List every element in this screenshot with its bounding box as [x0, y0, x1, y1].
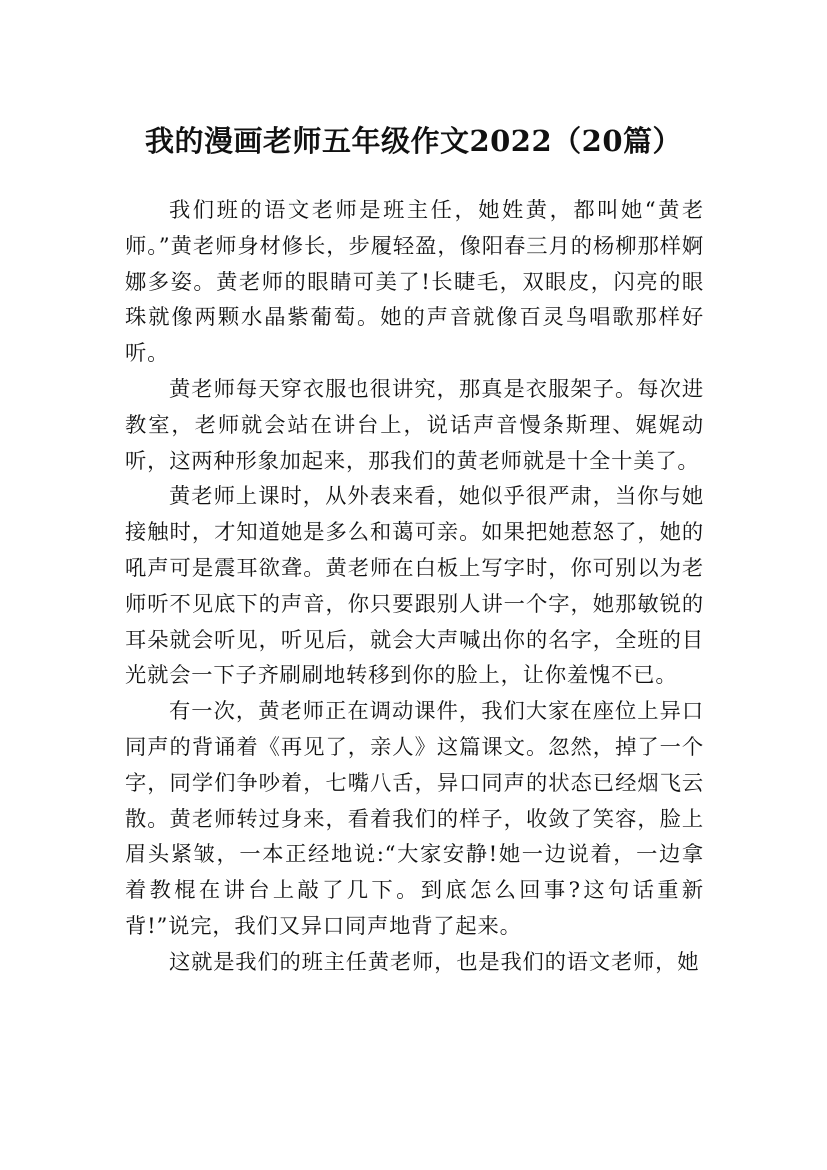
paragraph-4: 有一次，黄老师正在调动课件，我们大家在座位上异口同声的背诵着《再见了，亲人》这篇课文。忽然，掉了一个字，同学们争吵着，七嘴八舌，异口同声的状态已经烟飞云散。黄老师转过身来，看着我们的样子，收敛了笑容，脸上眉头紧皱，一本正经地说:“大家安静!她一边说着，一边拿着教棍在讲台上敲了几下。到底怎么回事?这句话重新背!”说完，我们又异口同声地背了起来。 [125, 699, 704, 939]
document-body [125, 193, 704, 981]
paragraph-5: 这就是我们的班主任黄老师，也是我们的语文老师，她 [169, 949, 700, 975]
paragraph-2: 黄老师每天穿衣服也很讲究，那真是衣服架子。每次进教室，老师就会站在讲台上，说话声音慢条斯理、娓娓动听，这两种形象加起来，那我们的黄老师就是十全十美了。 [125, 376, 704, 474]
paragraph-1: 我们班的语文老师是班主任，她姓黄，都叫她“黄老师。”黄老师身材修长，步履轻盈，像阳春三月的杨柳那样婀娜多姿。黄老师的眼睛可美了!长睫毛，双眼皮，闪亮的眼珠就像两颗水晶紫葡萄。她的声音就像百灵鸟唱歌那样好听。 [125, 198, 704, 367]
document-title: 我的漫画老师五年级作文2022（20篇） [144, 124, 683, 159]
paragraph-3: 黄老师上课时，从外表来看，她似乎很严肃，当你与她接触时，才知道她是多么和蔼可亲。如果把她惹怒了，她的吼声可是震耳欲聋。黄老师在白板上写字时，你可别以为老师听不见底下的声音，你只要跟别人讲一个字，她那敏锐的耳朵就会听见，听见后，就会大声喊出你的名字，全班的目光就会一下子齐刷刷地转移到你的脸上，让你羞愧不已。 [125, 484, 704, 689]
